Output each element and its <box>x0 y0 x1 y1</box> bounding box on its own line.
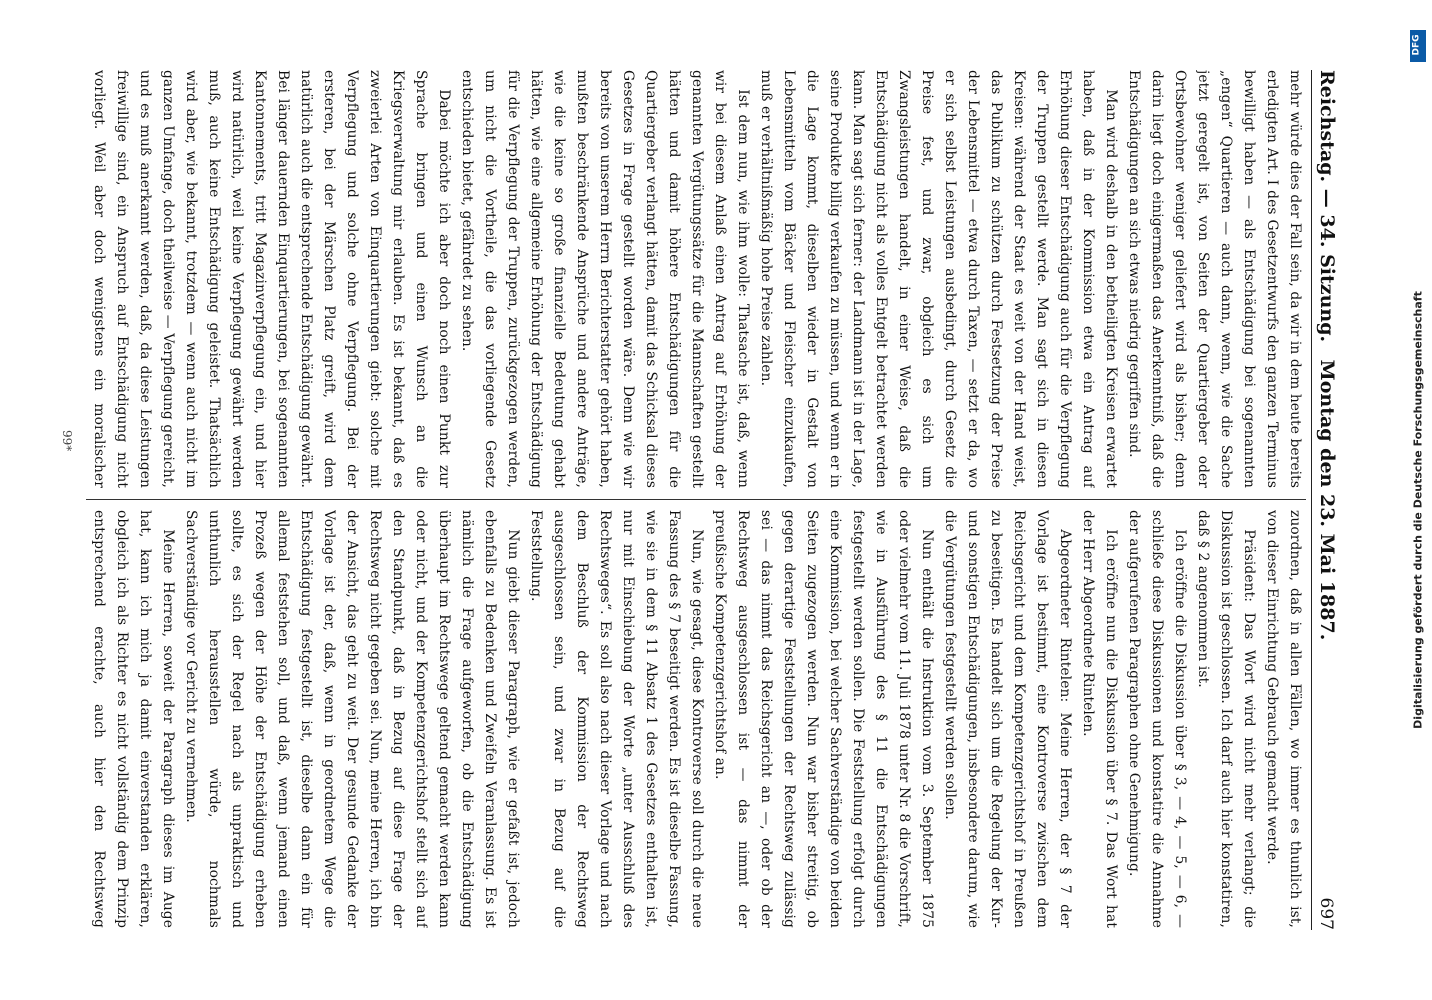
header-right-title: Montag den 23. Mai 1887. <box>1316 359 1338 641</box>
header-left-title: Reichstag. — 34. Sitzung. <box>1316 70 1338 343</box>
left-paragraph: mehr würde dies der Fall sein, da wir in dem heute bereits erledigten Art. I des Gesetzentwurfs den ganzen Terminus bewilligt haben — als Entschädigung bei sogenannten „engen“ Quartieren — auch dann, wenn, wie die Sache jetzt geregelt ist, von Seiten der Quartiergeber oder Ortsbewohner weniger geliefert wird als bisher; denn darin liegt doch einigermaßen das Anerkenntniß, daß die Entschädigungen an sich etwas niedrig gegriffen sind. <box>1126 70 1303 488</box>
dfg-logo <box>1410 30 1426 62</box>
page-header <box>1311 70 1342 930</box>
right-paragraph: zuordnen, daß in allen Fällen, wo immer es thunlich ist, von dieser Einrichtung Gebrauch gemacht werde. <box>1264 510 1303 928</box>
right-paragraph: Nun enthält die Instruktion vom 3. September 1875 oder vielmehr vom 11. Juli 1878 unter Nr. 8 die Vorschrift, wie in Ausführung des § 11 die Entschädigungen festgestellt werden sollen. Die Feststellung erfolgt durch eine Kommission, bei welcher Sachverständige von beiden Seiten zugezogen werden. Nun war bisher streitig, ob gegen derartige Feststellungen der Rechtsweg zulässig sei — das nimmt das Reichsgericht an —, oder ob der Rechtsweg ausgeschlossen ist — das nimmt der preußische Kompetenzgerichtshof an. <box>712 510 935 928</box>
header-page-number: 697 <box>1316 897 1336 930</box>
left-paragraph: Ist dem nun, wie ihm wolle: Thatsache ist, daß, wenn wir bei diesem Anlaß einen Antrag auf Erhöhung der genannten Vergütungssätze für die Mannschaften gestellt hätten und damit höhere Entschädigungen für die Quartiergeber verlangt hätten, damit das Schicksal dieses Gesetzes in Frage gestellt worden wäre. Denn wie wir bereits von unserem Herrn Berichterstatter gehört haben, mußten beschränkende Ansprüche und andere Anträge, wie die keine so große finanzielle Bedeutung gehabt hätten, wie eine allgemeine Erhöhung der Entschädigung für die Verpflegung der Truppen, zurückgezogen werden, um nicht die Vortheile, die das vorliegende Gesetz entschieden bietet, gefährdet zu sehen. <box>459 70 751 488</box>
right-paragraph: Präsident: Das Wort wird nicht mehr verlangt; die Diskussion ist geschlossen. Ich darf auch hier konstatiren, daß § 2 angenommen ist. <box>1195 510 1257 928</box>
right-column <box>86 510 1306 928</box>
column-divider <box>86 499 1306 500</box>
dfg-logo-text: DFG <box>1411 34 1422 56</box>
left-paragraph: Dabei möchte ich aber doch noch einen Punkt zur Sprache bringen und einen Wunsch an die Kriegsverwaltung mir erlauben. Es ist bekannt, daß es zweierlei Arten von Einquartierungen giebt: solche mit Verpflegung und solche ohne Verpflegung. Bei der ersteren, bei der Märschen Platz greift, wird dem natürlich auch die entsprechende Entschädigung gewährt. Bei länger dauernden Einquartierungen, bei sogenannten Kantonnements, tritt Magazinverpflegung ein, und hier wird natürlich, weil keine Verpflegung gewährt werden muß, auch keine Entschädigung geleistet. Thatsächlich wird aber, wie bekannt, trotzdem — wenn auch nicht im ganzen Umfange, doch theilweise — Verpflegung gereicht, und es muß anerkannt werden, daß, da diese Leistungen freiwillige sind, ein Anspruch auf Entschädigung nicht vorliegt. Weil aber doch wenigstens ein moralischer <box>91 70 452 488</box>
right-paragraph: Ich eröffne die Diskussion über § 3, — 4, — 5, — 6, — schließe diese Diskussionen und konstatire die Annahme der aufgerufenen Paragraphen ohne Genehmigung. <box>1126 510 1188 928</box>
right-paragraph: Ich eröffne nun die Diskussion über § 7. Das Wort hat der Herr Abgeordnete Rintelen. <box>1080 510 1119 928</box>
dfg-credit-strip <box>1406 30 1430 990</box>
right-paragraph: Nun, wie gesagt, diese Kontroverse soll durch die neue Fassung des § 7 beseitigt werden. Es ist dieselbe Fassung, wie sie in dem § 11 Absatz 1 des Gesetzes enthalten ist, nur mit Einschiebung der Worte „unter Ausschluß des Rechtsweges“. Es soll also nach dieser Vorlage und nach dem Beschluß der Kommission der Rechtsweg ausgeschlossen sein, und zwar in Bezug auf die Feststellung. <box>528 510 705 928</box>
right-paragraph: Nun giebt dieser Paragraph, wie er gefaßt ist, jedoch ebenfalls zu Bedenken und Zweifeln Veranlassung. Es ist nämlich die Frage aufgeworfen, ob die Entschädigung überhaupt im Rechtswege geltend gemacht werden kann oder nicht, und der Kompetenzgerichtshof stellt sich auf den Standpunkt, daß in Bezug auf diese Frage der Rechtsweg nicht gegeben sei. Nun, meine Herren, ich bin der Ansicht, das geht zu weit. Der gesunde Gedanke der Vorlage ist der, daß, wenn in geordnetem Wege die Entschädigung festgestellt ist, dieselbe dann ein für allemal feststehen soll, und daß, wenn jemand einen Prozeß wegen der Höhe der Entschädigung erheben sollte, es sich der Regel nach als unpraktisch und unthunlich herausstellen würde, nochmals Sachverständige vor Gericht zu vernehmen. <box>183 510 521 928</box>
newspaper-page <box>46 10 1386 990</box>
right-paragraph: Abgeordneter Rintelen: Meine Herren, der § 7 der Vorlage ist bestimmt, eine Kontroverse zwischen dem Reichsgericht und dem Kompetenzgerichtshof in Preußen zu beseitigen. Es handelt sich um die Regelung der Kur- und sonstigen Entschädigungen, insbesondere darum, wie die Vergütungen festgestellt werden sollen. <box>942 510 1073 928</box>
left-column <box>86 70 1306 488</box>
right-paragraph: Meine Herren, soweit der Paragraph dieses im Auge hat, kann ich mich ja damit einverstanden erklären, obgleich ich als Richter es nicht vollständig dem Prinzip entsprechend erachte, auch hier den Rechtsweg <box>91 510 176 928</box>
left-paragraph: Man wird deshalb in den betheiligten Kreisen erwartet haben, daß in der Kommission etwa ein Antrag auf Erhöhung dieser Entschädigung auch für die Verpflegung der Truppen gestellt werde. Man sagt sich in diesen Kreisen: während der Staat es weit von der Hand weist, das Publikum zu schützen durch Festsetzung der Preise der Lebensmittel — etwa durch Taxen, — setzt er da, wo er sich selbst Leistungen ausbedingt, durch Gesetz die Preise fest, und zwar, obgleich es sich um Zwangsleistungen handelt, in einer Weise, daß die Entschädigung nicht als volles Entgelt betrachtet werden kann. Man sagt sich ferner: der Landmann ist in der Lage, seine Produkte billig verkaufen zu müssen, und wenn er in die Lage kommt, dieselben wieder in Gestalt von Lebensmitteln vom Bäcker und Fleischer einzukaufen, muß er verhältnißmäßig hohe Preise zahlen. <box>758 70 1119 488</box>
credit-text: Digitalisierung gefördert durch die Deutsche Forschungsgemeinschaft <box>1411 291 1425 729</box>
signature-mark: 99* <box>60 430 74 452</box>
